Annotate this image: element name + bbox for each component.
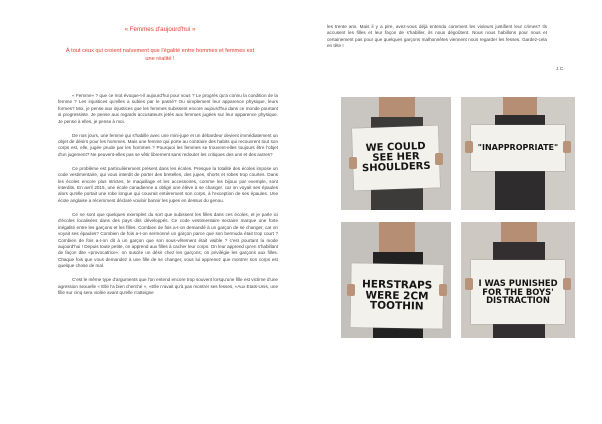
- article-body: [58, 93, 278, 304]
- sign-line: TOOTHIN: [369, 299, 424, 313]
- paragraph: De nos jours, une femme qui s'habille avec une mini-jupe et un débardeur devient immédiatement un objet de désirs pour les hommes. Mais une femme qui porte au contraire des habits qui recouvrent tout son corps est, elle, jugée prude par les hommes ? Pourquoi les femmes se trouvent-elles toujours être l'objet d'un jugement? Ne peuvent-elles pas se vêtir librement sans redouter les critiques des uns et des autres?: [58, 132, 278, 157]
- sign-line: HERSTRAPS: [361, 278, 433, 292]
- sign-line: I WAS PUNISHED: [478, 278, 558, 289]
- sign-line: "INAPPROPRIATE": [477, 143, 559, 152]
- article-subtitle: À tout ceux qui croient naïvement que l'égalité entre hommes et femmes est une réalité !: [65, 48, 255, 62]
- protest-photo-1: [341, 97, 451, 210]
- sign-line: SHOULDERS: [361, 160, 431, 175]
- protest-sign-1: [352, 126, 440, 191]
- article-title: « Femmes d'aujourd'hui »: [124, 26, 196, 33]
- paragraph: Ce ne sont que quelques exemples du sort que subissent les filles dans ces écoles, et je parle ici d'écoles localisées dans des pays dits développés. Ce code vestimentaire sectaire marque une forte inégalité entre les garçons et les filles. Combien de fois a-t-on demandé à un garçon de se changer, car on voyait ses épaules? Combien de fois a-t-on sermonné un garçon parce que son bermuda était trop court ? Combien de fois a-t-on dit à un garçon que son sous-vêtement était visible ? c'est pourtant la mode aujourd'hui ! Depuis toute petite, on apprend aux filles à cacher leur corps. On leur apprend qu'en s'habillant de façon dite «provocatrice», on suscite un désir chez les garçons; on privilégie les garçons aux filles. Chaque fois que vous demandez à une fille de se changer, vous lui apprenez que montrer son corps est quelque chose de mal.: [58, 211, 278, 269]
- sign-line: WERE 2CM: [365, 289, 429, 303]
- protest-photo-3: [341, 222, 451, 338]
- paragraph: Ce problème est particulièrement présent dans les écoles. Presque la totalité des écoles impose un code vestimentaire, qui vous interdit de porter des bretelles, des jupes, shorts et robes trop courtes. Dans les écoles encore plus strictes, le maquillage et les accessoires, comme les bijoux par exemple, sont interdits. En avril 2015, une école canadienne a obligé une élève à se changer, car on voyait ses épaules alors qu'elle portait une robe longue qui couvrait entièrement son corps, à l'exception de ses épaules. Une école anglaise a récemment déclaré vouloir bannir les jupes en dessus du genou.: [58, 165, 278, 203]
- signature: J.C.: [556, 67, 565, 72]
- paragraph: « Femme» ? que ce mot évoque-t-il aujourd'hui pour vous ? Le progrès qu'a connu la condition de la femme ? Les injustices qu'elles a subies par le passé? Ou simplement leur apparence physique, leurs formes? Moi, je pense aux injustices que les femmes subissent encore aujourd'hui dans ce monde pourtant si progressiste. Je pense aux regards accusateurs jetés aux femmes jugées sur leur apparence physique. Je pense à elles, je pense à moi.: [58, 93, 278, 124]
- sign-line: SEE HER: [372, 151, 420, 164]
- protest-sign-2: [471, 125, 565, 171]
- protest-photo-4: [461, 222, 575, 338]
- protest-photo-2: [461, 97, 575, 210]
- protest-sign-4: [471, 260, 565, 324]
- sign-line: DISTRACTION: [486, 295, 550, 306]
- protest-sign-3: [350, 263, 443, 329]
- article-continuation: les trente ans. Mais il y a pire, avez-vous déjà entendu comment les violeurs justifient leur crimes? Ils accusent les filles et leur façon de s'habiller, ils nous dégoûtent. Nous nous habillons pour nous et certainement pas pour que quelques garçons malhonnêtes viennent nous regarder les fesses. Gardez-cela en tête !: [327, 24, 547, 49]
- sign-line: WE COULD: [365, 140, 426, 155]
- sign-line: FOR THE BOYS': [482, 286, 554, 297]
- paragraph: C'est le même type d'arguments que l'on entend encore trop souvent lorsqu'une fille est victime d'une agression sexuelle « Elle l'a bien cherché », «Elle n'avait qu'à pas montrer ses fesses, »Aux Etats-Unis, une fille sur cinq sera violée avant qu'elle n'atteigne: [58, 277, 278, 295]
- right-page: [301, 0, 602, 424]
